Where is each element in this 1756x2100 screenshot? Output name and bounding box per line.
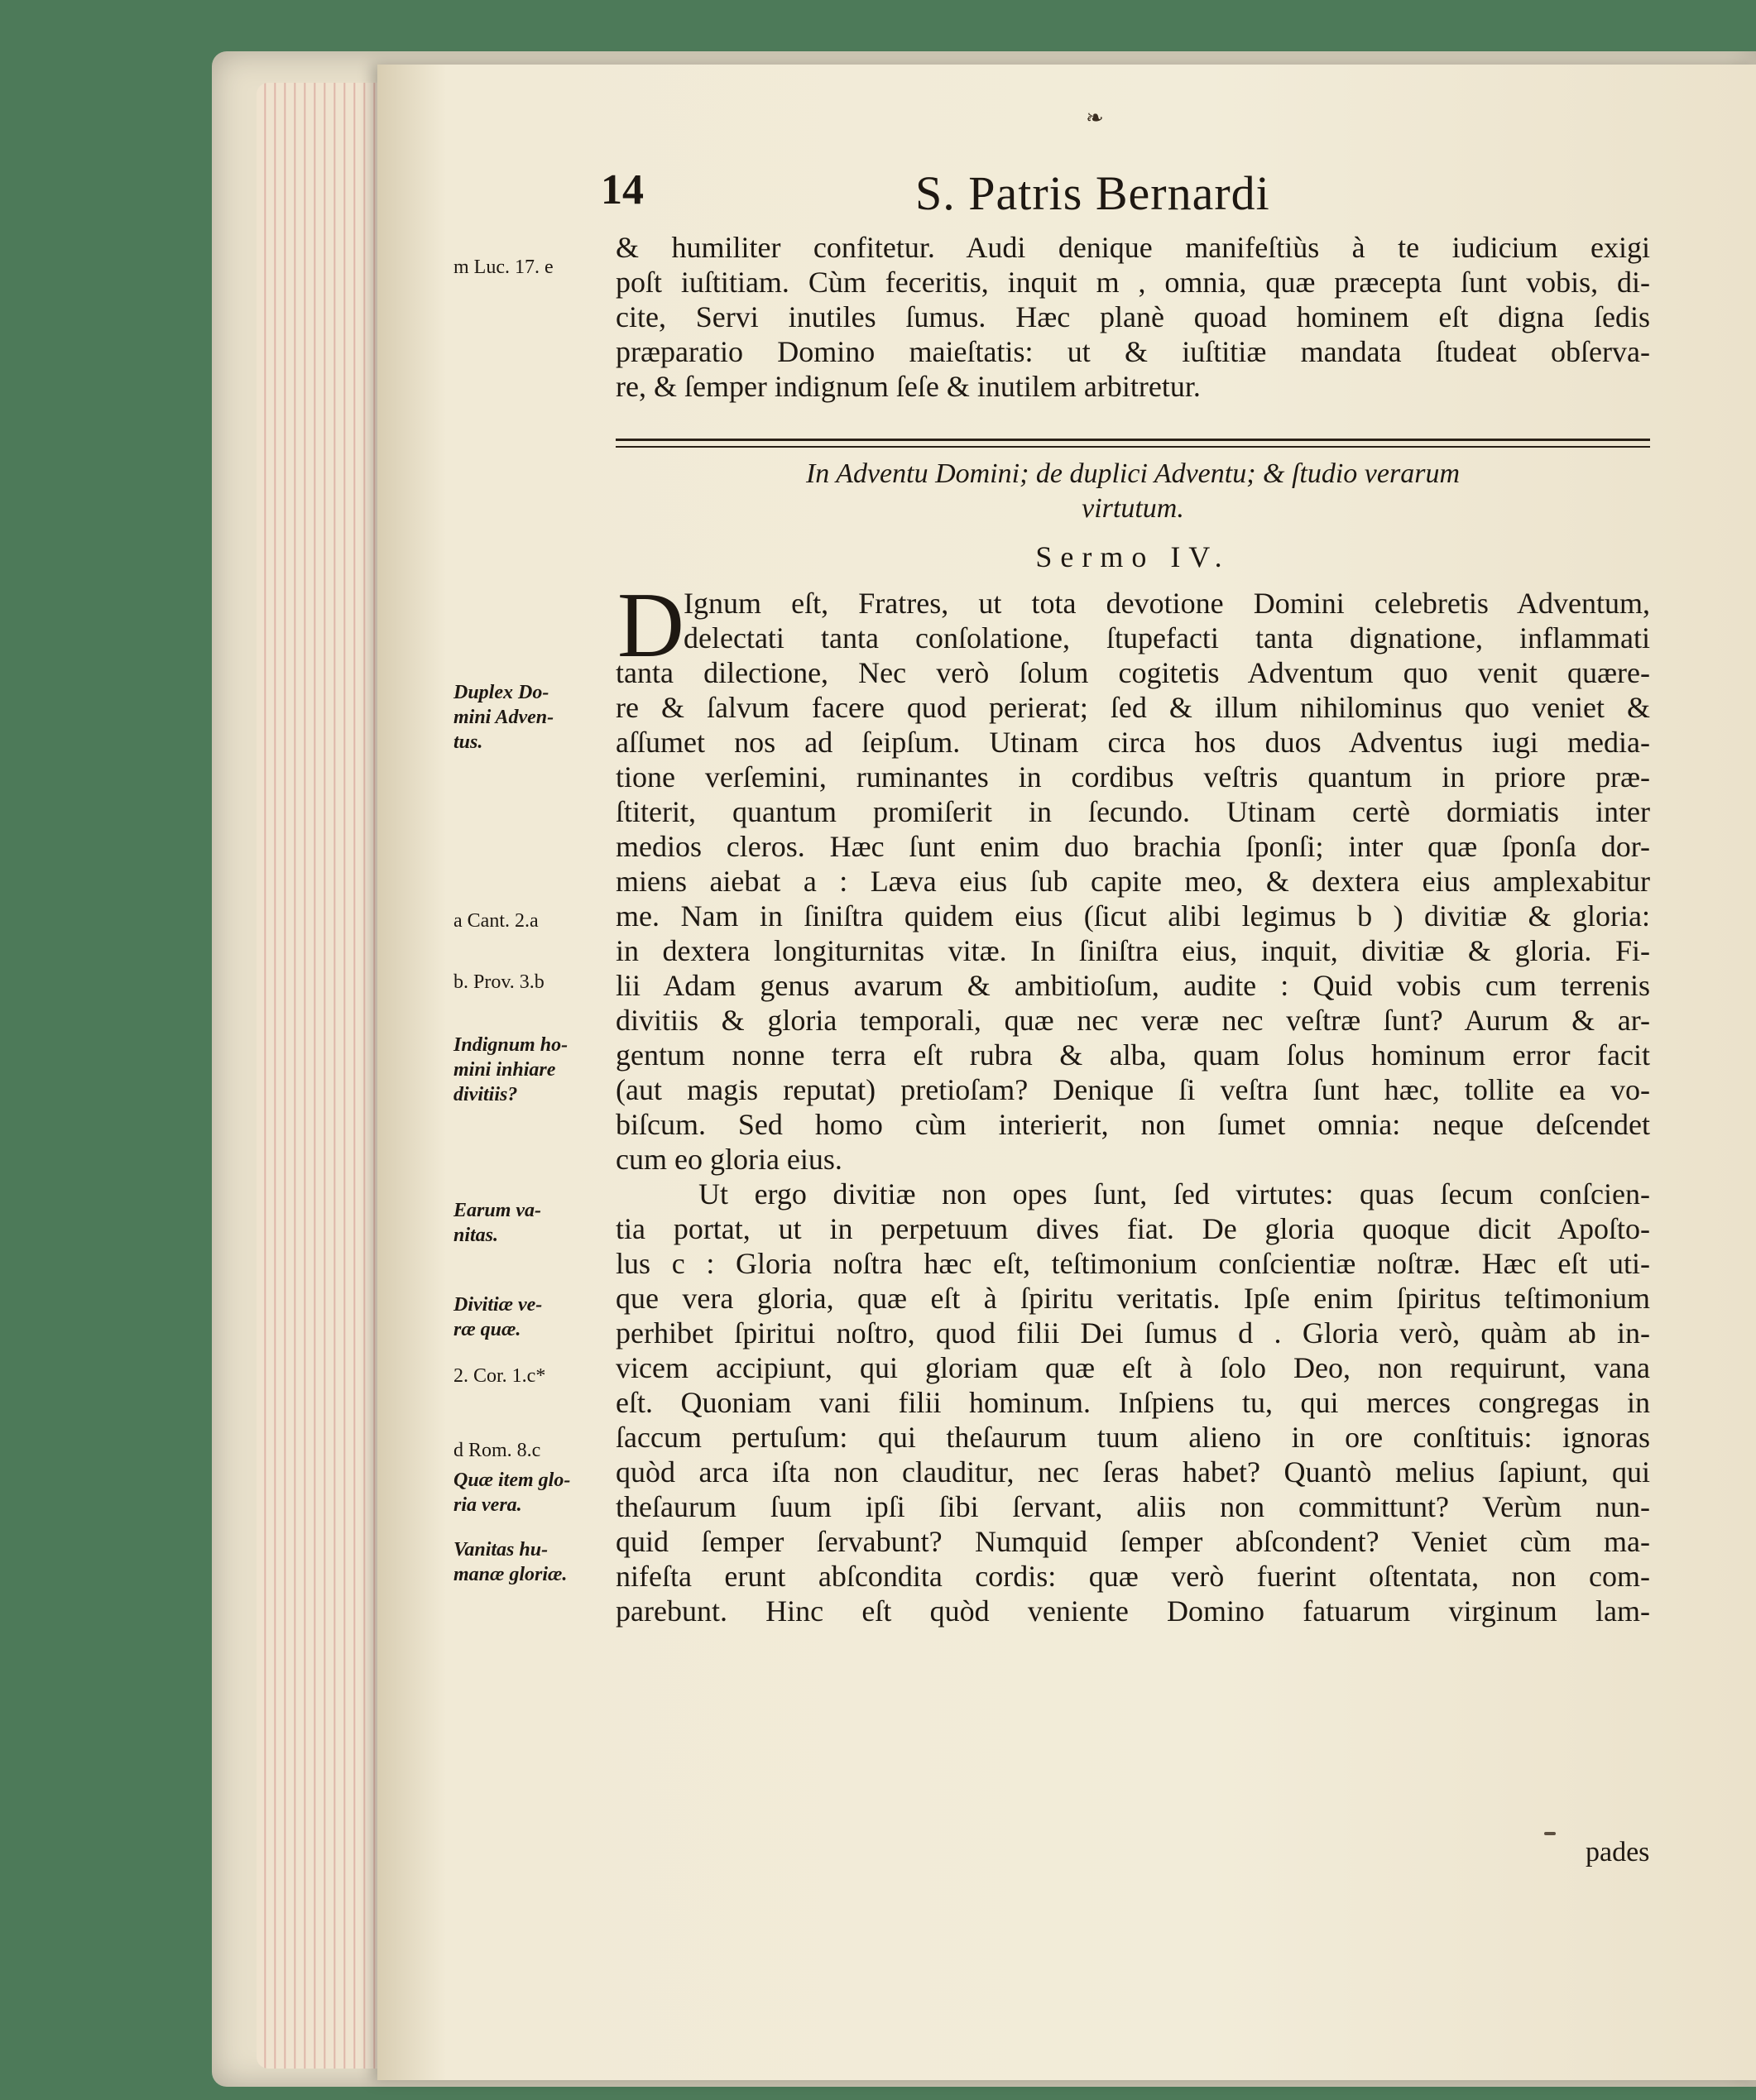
body-text — [616, 655, 1650, 1628]
margin-note-line: ria vera. — [453, 1494, 522, 1516]
text-line: gentum nonne terra eſt rubra & alba, quam ſolus hominum error facit — [616, 1038, 1650, 1072]
text-line: cum eo gloria eius. — [616, 1143, 842, 1176]
margin-note-line: Indignum ho- — [453, 1034, 569, 1056]
page-ornament: ❧ — [1086, 106, 1104, 130]
margin-note-line: mini inhiare — [453, 1059, 556, 1081]
margin-note-line: nitas. — [453, 1225, 499, 1246]
margin-note-line: divitiis? — [453, 1084, 518, 1105]
margin-note-indignum — [453, 1033, 611, 1107]
sermon-title-line: In Adventu Domini; de duplici Adventu; & ſtudio verarum — [805, 458, 1461, 489]
body-first-lines — [684, 586, 1650, 655]
section-rule — [616, 439, 1650, 448]
margin-note-line: Vanitas hu- — [453, 1539, 549, 1561]
text-line: & humiliter confitetur. Audi denique manifeſtiùs à te iudicium exigi — [616, 231, 1650, 264]
text-line: ſtiterit, quantum promiſerit in ſecundo. Utinam certè dormiatis inter — [616, 795, 1650, 828]
catchword: pades — [1586, 1837, 1650, 1867]
text-line: perhibet ſpiritui noſtro, quod filii Dei ſumus d . Gloria verò, quàm ab in- — [616, 1316, 1650, 1350]
margin-note-duplex — [453, 680, 611, 755]
text-line: theſaurum ſuum ipſi ſibi ſervant, aliis non committunt? Verùm nun- — [616, 1490, 1650, 1523]
text-line: nifeſta erunt abſcondita cordis: quæ verò fuerint oſtentata, non com- — [616, 1560, 1650, 1593]
margin-note-line: mini Adven- — [453, 707, 554, 728]
margin-note-vanitas — [453, 1537, 611, 1587]
sermon-title — [616, 457, 1650, 526]
margin-note-earum — [453, 1198, 611, 1248]
margin-note-cor: 2. Cor. 1.c* — [453, 1365, 546, 1387]
text-line: re, & ſemper indignum ſeſe & inutilem arbitretur. — [616, 370, 1201, 403]
text-line: ſaccum pertuſum: qui theſaurum tuum alieno in ore conſtituis: ignoras — [616, 1421, 1650, 1454]
text-line: eſt. Quoniam vani filii hominum. Inſpiens tu, qui merces congregas in — [616, 1386, 1650, 1419]
text-line: lus c : Gloria noſtra hæc eſt, teſtimonium conſcientiæ noſtræ. Hæc eſt uti- — [616, 1247, 1650, 1280]
text-line: quid ſemper ſervabunt? Numquid ſemper abſcondent? Veniet cùm ma- — [616, 1525, 1650, 1558]
text-line: quòd arca iſta non clauditur, nec ſeras habet? Quantò melius ſapiunt, qui — [616, 1455, 1650, 1489]
text-line: Ignum eſt, Fratres, ut tota devotione Domini celebretis Adventum, — [684, 587, 1650, 620]
text-line: que vera gloria, quæ eſt à ſpiritu veritatis. Ipſe enim ſpiritus teſtimonium — [616, 1282, 1650, 1315]
margin-note-cant: a Cant. 2.a — [453, 910, 539, 932]
margin-note-rom: d Rom. 8.c — [453, 1440, 541, 1461]
text-line: poſt iuſtitiam. Cùm feceritis, inquit m , omnia, quæ præcepta ſunt vobis, di- — [616, 266, 1650, 299]
text-line: delectati tanta conſolatione, ſtupefacti tanta dignatione, inflammati — [684, 621, 1650, 654]
margin-note-quae — [453, 1468, 611, 1517]
margin-note-line: Quæ item glo- — [453, 1470, 571, 1491]
text-line: biſcum. Sed homo cùm interierit, non ſumet omnia: neque deſcendet — [616, 1108, 1650, 1141]
text-line: cite, Servi inutiles ſumus. Hæc planè quoad hominem eſt digna ſedis — [616, 300, 1650, 333]
margin-note-divitiae — [453, 1292, 611, 1342]
drop-initial: D — [617, 574, 684, 677]
sermon-title-line: virtutum. — [1082, 493, 1184, 524]
text-line: divitiis & gloria temporali, quæ nec veræ nec veſtræ ſunt? Aurum & ar- — [616, 1004, 1650, 1037]
text-line: parebunt. Hinc eſt quòd veniente Domino fatuarum virginum lam- — [616, 1594, 1650, 1628]
margin-note-line: Divitiæ ve- — [453, 1294, 543, 1316]
text-line: me. Nam in ſiniſtra quidem eius (ſicut alibi legimus b ) divitiæ & gloria: — [616, 899, 1650, 933]
running-title: S. Patris Bernardi — [915, 166, 1270, 220]
margin-note-line: manæ gloriæ. — [453, 1564, 568, 1585]
text-line: medios cleros. Hæc ſunt enim duo brachia ſponſi; inter quæ ſponſa dor- — [616, 830, 1650, 863]
page-number: 14 — [601, 166, 644, 213]
margin-note-line: ræ quæ. — [453, 1319, 521, 1340]
margin-note-line: tus. — [453, 731, 483, 753]
page-edges — [257, 83, 389, 2069]
text-line: miens aiebat a : Læva eius ſub capite meo, & dextera eius amplexabitur — [616, 865, 1650, 898]
margin-note-luke: m Luc. 17. e — [453, 257, 554, 278]
text-line: (aut magis reputat) pretioſam? Denique ſi veſtra ſunt hæc, tollite ea vo- — [616, 1073, 1650, 1106]
text-line: tanta dilectione, Nec verò ſolum cogitetis Adventum quo venit quære- — [616, 656, 1650, 689]
page-header — [601, 165, 1657, 223]
margin-note-prov: b. Prov. 3.b — [453, 971, 545, 993]
text-line: præparatio Domino maieſtatis: ut & iuſtitiæ mandata ſtudeat obſerva- — [616, 335, 1650, 368]
text-line: tione verſemini, ruminantes in cordibus veſtris quantum in priore præ- — [616, 760, 1650, 793]
sermon-heading: Sermo IV. — [1035, 540, 1231, 573]
text-line: vicem accipiunt, qui gloriam quæ eſt à ſolo Deo, non requirunt, vana — [616, 1351, 1650, 1384]
text-line: in dextera longiturnitas vitæ. In ſiniſtra eius, inquit, divitiæ & gloria. Fi- — [616, 934, 1650, 967]
text-line: lii Adam genus avarum & ambitioſum, audite : Quid vobis cum terrenis — [616, 969, 1650, 1002]
margin-note-line: Earum va- — [453, 1200, 542, 1221]
text-line: re & ſalvum facere quod perierat; ſed & illum nihilominus quo veniet & — [616, 691, 1650, 724]
ink-speck — [1544, 1832, 1556, 1835]
text-line: Ut ergo divitiæ non opes ſunt, ſed virtutes: quas ſecum conſcien- — [698, 1177, 1650, 1211]
margin-note-line: Duplex Do- — [453, 682, 549, 703]
text-line: tia portat, ut in perpetuum dives fiat. De gloria quoque dicit Apoſto- — [616, 1212, 1650, 1245]
text-line: aſſumet nos ad ſeipſum. Utinam circa hos duos Adventus iugi media- — [616, 726, 1650, 759]
top-paragraph — [616, 230, 1650, 404]
